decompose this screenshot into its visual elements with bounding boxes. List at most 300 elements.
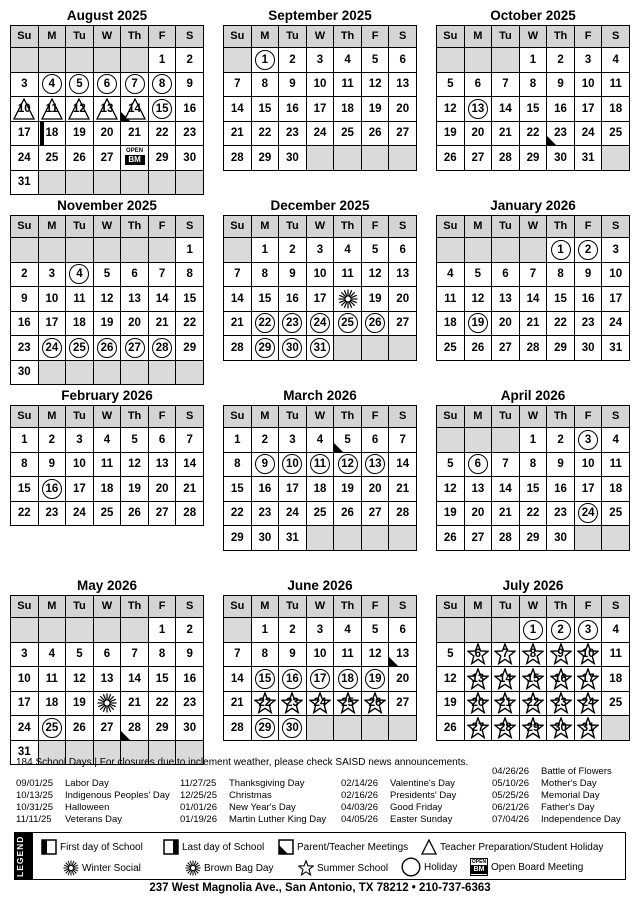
day-cell	[575, 287, 602, 311]
day-cell	[39, 453, 66, 477]
day-cell	[121, 428, 148, 452]
day-number: 14	[499, 482, 512, 495]
day-number: 8	[158, 78, 166, 91]
day-cell	[492, 667, 519, 691]
day-cell	[307, 453, 334, 477]
day-number: 15	[230, 482, 244, 495]
day-cell	[11, 171, 38, 195]
holiday-item: 02/16/26 Presidents' Day	[341, 790, 457, 801]
day-cell	[66, 263, 93, 287]
legend-title: LEGEND	[15, 833, 33, 879]
weekday-header: F	[575, 216, 602, 237]
day-number: 21	[155, 317, 169, 330]
day-number: 23	[581, 317, 595, 330]
empty-cell	[437, 238, 464, 262]
day-cell	[224, 73, 251, 97]
month-3	[10, 196, 204, 386]
day-cell	[11, 146, 38, 170]
day-cell	[252, 97, 279, 121]
weekday-header: F	[149, 216, 176, 237]
day-cell	[11, 716, 38, 740]
day-cell	[66, 287, 93, 311]
day-cell	[334, 618, 361, 642]
day-cell	[389, 312, 416, 336]
day-number: 8	[261, 78, 269, 91]
day-cell	[547, 238, 574, 262]
day-number: 20	[499, 317, 512, 330]
day-number: 20	[128, 317, 141, 330]
day-number: 2	[48, 433, 56, 446]
day-number: 19	[100, 317, 114, 330]
day-cell	[307, 73, 334, 97]
day-cell	[176, 667, 203, 691]
day-number: 4	[612, 53, 619, 66]
month-7	[223, 386, 417, 576]
day-cell	[176, 238, 203, 262]
day-cell	[575, 477, 602, 501]
day-cell	[176, 312, 203, 336]
day-number: 3	[316, 53, 324, 66]
day-number: 4	[76, 268, 83, 281]
day-number: 19	[341, 482, 354, 495]
holiday-item: 10/13/25 Indigenous Peoples' Day	[16, 790, 170, 801]
empty-cell	[176, 171, 203, 195]
weekday-header: S	[176, 216, 203, 237]
day-cell	[389, 618, 416, 642]
day-number: 20	[368, 482, 382, 495]
open-bm-icon: OPEN BM	[470, 858, 488, 876]
day-number: 24	[581, 127, 595, 140]
day-number: 27	[471, 721, 485, 734]
day-number: 30	[258, 531, 272, 544]
day-number: 14	[230, 292, 244, 305]
day-cell	[224, 336, 251, 360]
empty-cell	[121, 618, 148, 642]
school-days-note: 184 School Days | For closures due to inclement weather, please check SAISD news announcements.	[16, 757, 469, 768]
day-number: 7	[502, 648, 509, 661]
day-cell	[11, 263, 38, 287]
day-number: 10	[313, 268, 327, 281]
day-cell	[520, 263, 547, 287]
weekday-header: Su	[11, 596, 38, 617]
day-cell	[39, 502, 66, 526]
empty-cell	[437, 48, 464, 72]
day-number: 8	[529, 458, 537, 471]
day-cell	[465, 122, 492, 146]
day-number: 24	[73, 507, 86, 520]
star-icon	[298, 860, 314, 876]
weekday-header: S	[602, 216, 629, 237]
day-cell	[520, 453, 547, 477]
day-number: 10	[581, 458, 595, 471]
day-number: 11	[444, 292, 457, 305]
day-number: 25	[609, 697, 623, 710]
weekday-header: S	[389, 26, 416, 47]
day-number: 6	[474, 648, 482, 661]
day-number: 16	[286, 102, 299, 115]
empty-cell	[465, 618, 492, 642]
day-cell	[252, 502, 279, 526]
day-cell	[547, 48, 574, 72]
weekday-header: F	[362, 26, 389, 47]
holiday-item: 06/21/26 Father's Day	[492, 802, 595, 813]
day-cell	[520, 477, 547, 501]
day-number: 26	[443, 721, 457, 734]
day-number: 18	[45, 697, 59, 710]
day-cell	[224, 428, 251, 452]
holiday-item: 07/04/26 Independence Day	[492, 814, 621, 825]
weekday-header: Tu	[66, 406, 93, 427]
day-number: 17	[45, 317, 59, 330]
day-cell	[575, 502, 602, 526]
empty-cell	[334, 526, 361, 550]
day-cell	[11, 502, 38, 526]
empty-cell	[39, 618, 66, 642]
day-number: 4	[48, 648, 56, 661]
day-number: 15	[17, 482, 31, 495]
weekday-header: M	[39, 596, 66, 617]
weekday-header: W	[94, 26, 121, 47]
day-number: 5	[76, 78, 83, 91]
weekday-header: W	[307, 216, 334, 237]
day-cell	[176, 48, 203, 72]
day-cell	[547, 453, 574, 477]
day-number: 19	[443, 697, 457, 710]
month-grid	[436, 25, 630, 171]
day-number: 11	[609, 78, 622, 91]
day-cell	[575, 667, 602, 691]
day-cell	[121, 287, 148, 311]
day-cell	[520, 716, 547, 740]
month-title: April 2026	[500, 388, 566, 403]
holiday-column	[16, 778, 170, 826]
day-cell	[307, 643, 334, 667]
day-cell	[39, 287, 66, 311]
day-number: 24	[609, 317, 623, 330]
day-number: 13	[471, 672, 485, 685]
day-number: 10	[313, 78, 327, 91]
day-number: 26	[443, 151, 457, 164]
day-number: 8	[186, 268, 193, 281]
month-11	[436, 576, 630, 766]
day-number: 18	[100, 482, 114, 495]
day-cell	[547, 692, 574, 716]
day-number: 22	[155, 127, 169, 140]
day-cell	[94, 263, 121, 287]
day-cell	[547, 146, 574, 170]
day-cell	[547, 477, 574, 501]
day-number: 12	[73, 102, 86, 115]
day-cell	[224, 287, 251, 311]
day-number: 28	[230, 721, 244, 734]
day-number: 24	[286, 507, 299, 520]
day-cell	[149, 692, 176, 716]
day-number: 24	[45, 341, 59, 354]
day-number: 29	[258, 151, 272, 164]
empty-cell	[121, 361, 148, 385]
empty-cell	[94, 238, 121, 262]
month-grid	[223, 595, 417, 741]
day-number: 18	[443, 317, 457, 330]
month-grid	[223, 215, 417, 361]
day-number: 13	[471, 102, 485, 115]
day-cell	[94, 716, 121, 740]
day-cell	[575, 453, 602, 477]
day-number: 11	[341, 648, 354, 661]
day-cell	[279, 263, 306, 287]
day-number: 6	[502, 268, 509, 281]
day-number: 25	[341, 127, 354, 140]
holiday-column	[492, 766, 621, 826]
legend-summer-school: Summer School	[298, 860, 388, 876]
day-cell	[252, 146, 279, 170]
day-cell	[334, 238, 361, 262]
day-number: 24	[581, 507, 595, 520]
day-number: 21	[128, 127, 141, 140]
empty-cell	[94, 618, 121, 642]
day-number: 3	[316, 243, 324, 256]
day-cell	[389, 97, 416, 121]
day-number: 8	[261, 648, 269, 661]
holiday-item: 10/31/25 Halloween	[16, 802, 110, 813]
day-cell	[520, 97, 547, 121]
day-cell	[176, 146, 203, 170]
day-number: 23	[45, 507, 59, 520]
day-cell	[389, 477, 416, 501]
day-number: 21	[396, 482, 410, 495]
day-number: 28	[499, 151, 512, 164]
day-cell	[149, 643, 176, 667]
day-cell	[66, 643, 93, 667]
day-number: 30	[183, 151, 197, 164]
day-cell	[389, 263, 416, 287]
weekday-header: F	[149, 596, 176, 617]
day-number: 30	[183, 721, 197, 734]
day-cell	[39, 97, 66, 121]
day-number: 7	[158, 268, 166, 281]
day-number: 19	[73, 697, 86, 710]
weekday-header: F	[575, 596, 602, 617]
day-cell	[334, 453, 361, 477]
day-cell	[94, 453, 121, 477]
day-cell	[66, 146, 93, 170]
day-cell	[307, 667, 334, 691]
day-cell	[547, 73, 574, 97]
day-cell	[547, 336, 574, 360]
holiday-item: 11/11/25 Veterans Day	[16, 814, 123, 825]
weekday-header: Tu	[279, 596, 306, 617]
day-cell	[11, 73, 38, 97]
day-number: 18	[313, 482, 327, 495]
weekday-header: Su	[437, 26, 464, 47]
day-number: 27	[368, 507, 382, 520]
day-number: 1	[234, 433, 241, 446]
weekday-header: M	[465, 406, 492, 427]
day-cell	[334, 48, 361, 72]
day-number: 16	[17, 317, 31, 330]
day-cell	[389, 122, 416, 146]
day-cell	[224, 97, 251, 121]
day-number: 25	[313, 507, 327, 520]
day-cell	[465, 336, 492, 360]
month-title: October 2025	[490, 8, 576, 23]
empty-cell	[66, 361, 93, 385]
day-cell	[437, 287, 464, 311]
holiday-item: 05/10/26 Mother's Day	[492, 778, 597, 789]
empty-cell	[334, 336, 361, 360]
day-number: 15	[258, 102, 272, 115]
day-cell	[547, 287, 574, 311]
day-number: 20	[396, 102, 410, 115]
day-cell	[520, 73, 547, 97]
day-cell	[11, 428, 38, 452]
day-number: 20	[396, 292, 410, 305]
day-cell	[575, 146, 602, 170]
day-cell	[11, 97, 38, 121]
day-cell	[252, 263, 279, 287]
weekday-header: Th	[547, 216, 574, 237]
month-2	[436, 6, 630, 196]
day-cell	[602, 122, 629, 146]
day-cell	[362, 643, 389, 667]
day-cell	[465, 263, 492, 287]
day-cell	[279, 122, 306, 146]
day-number: 7	[234, 648, 241, 661]
day-number: 26	[73, 151, 86, 164]
day-number: 12	[471, 292, 485, 305]
day-cell	[465, 453, 492, 477]
day-cell	[362, 477, 389, 501]
day-cell	[11, 287, 38, 311]
open-bm-icon: OPEN BM	[126, 147, 144, 164]
day-cell	[121, 146, 148, 170]
day-number: 27	[396, 127, 410, 140]
day-number: 22	[258, 697, 272, 710]
day-cell	[389, 428, 416, 452]
day-cell	[465, 287, 492, 311]
empty-cell	[465, 428, 492, 452]
day-number: 9	[21, 292, 28, 305]
weekday-header: M	[39, 26, 66, 47]
day-number: 26	[341, 507, 354, 520]
day-number: 29	[526, 531, 540, 544]
day-number: 13	[100, 672, 114, 685]
weekday-header: Th	[547, 406, 574, 427]
day-number: 12	[368, 268, 382, 281]
day-number: 4	[447, 268, 454, 281]
day-cell	[389, 453, 416, 477]
day-number: 15	[258, 672, 272, 685]
day-number: 14	[499, 672, 512, 685]
day-cell	[389, 287, 416, 311]
day-number: 18	[341, 102, 354, 115]
day-cell	[66, 428, 93, 452]
day-number: 25	[609, 507, 623, 520]
month-9	[10, 576, 204, 766]
day-number: 29	[258, 341, 272, 354]
day-cell	[520, 428, 547, 452]
day-number: 3	[612, 243, 619, 256]
empty-cell	[437, 428, 464, 452]
day-number: 8	[529, 648, 537, 661]
day-number: 23	[286, 317, 299, 330]
day-number: 13	[396, 78, 410, 91]
day-number: 25	[45, 721, 59, 734]
day-cell	[334, 312, 361, 336]
day-number: 9	[557, 648, 564, 661]
day-cell	[94, 312, 121, 336]
day-cell	[279, 716, 306, 740]
weekday-header: Tu	[279, 216, 306, 237]
day-number: 12	[368, 78, 382, 91]
month-grid	[436, 405, 630, 551]
day-number: 8	[234, 458, 241, 471]
weekday-header: Th	[547, 26, 574, 47]
day-number: 9	[261, 458, 269, 471]
calendar-months	[10, 6, 630, 766]
day-number: 9	[48, 458, 56, 471]
day-cell	[94, 73, 121, 97]
day-cell	[149, 48, 176, 72]
day-cell	[492, 122, 519, 146]
day-number: 15	[183, 292, 197, 305]
day-number: 23	[183, 127, 197, 140]
day-cell	[492, 263, 519, 287]
empty-cell	[307, 526, 334, 550]
day-number: 9	[186, 648, 193, 661]
day-cell	[307, 618, 334, 642]
day-cell	[252, 122, 279, 146]
day-number: 28	[155, 341, 169, 354]
day-cell	[575, 122, 602, 146]
day-cell	[362, 312, 389, 336]
day-number: 28	[230, 341, 244, 354]
month-grid	[223, 25, 417, 171]
day-number: 4	[48, 78, 56, 91]
day-cell	[465, 502, 492, 526]
weekday-header: Tu	[66, 596, 93, 617]
day-cell	[279, 618, 306, 642]
day-cell	[520, 526, 547, 550]
day-cell	[279, 146, 306, 170]
day-cell	[437, 146, 464, 170]
weekday-header: Tu	[279, 26, 306, 47]
day-number: 12	[443, 482, 457, 495]
day-cell	[547, 312, 574, 336]
day-cell	[602, 312, 629, 336]
day-number: 5	[344, 433, 351, 446]
empty-cell	[389, 716, 416, 740]
day-number: 22	[183, 317, 197, 330]
day-cell	[362, 287, 389, 311]
day-cell	[39, 122, 66, 146]
weekday-header: Th	[334, 406, 361, 427]
day-cell	[437, 502, 464, 526]
day-cell	[121, 73, 148, 97]
day-cell	[279, 667, 306, 691]
day-number: 2	[557, 433, 564, 446]
day-cell	[362, 73, 389, 97]
weekday-header: W	[520, 596, 547, 617]
month-title: January 2026	[490, 198, 576, 213]
day-number: 30	[581, 341, 595, 354]
day-cell	[362, 97, 389, 121]
day-cell	[602, 692, 629, 716]
day-number: 15	[526, 482, 540, 495]
day-number: 31	[609, 341, 623, 354]
day-number: 11	[609, 648, 622, 661]
day-number: 22	[526, 697, 540, 710]
